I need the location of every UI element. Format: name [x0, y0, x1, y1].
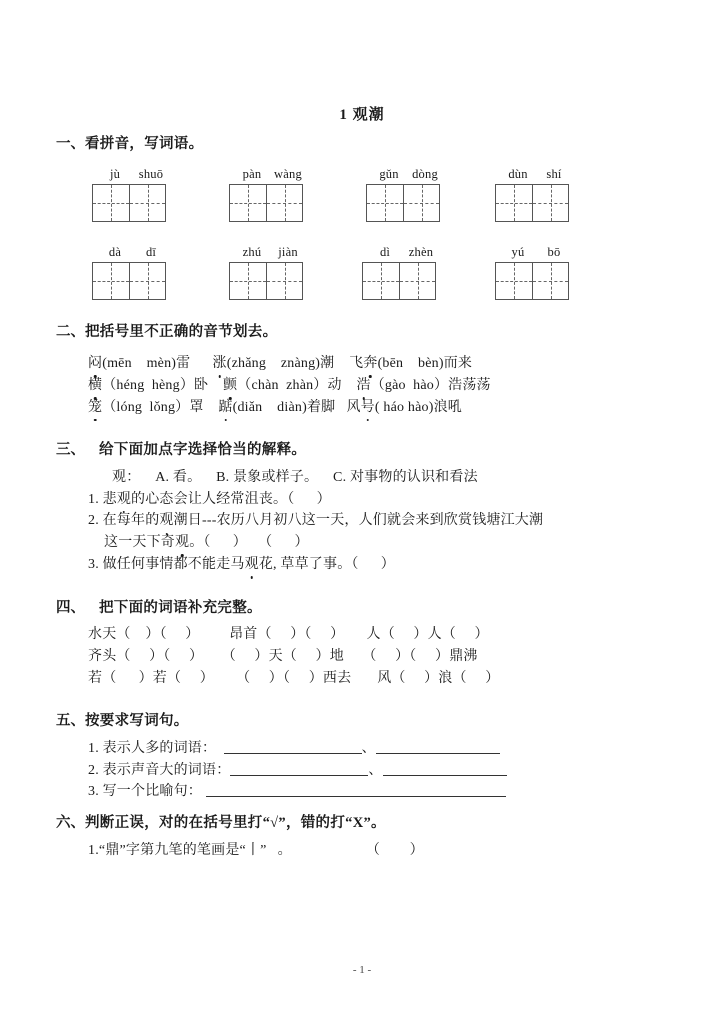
pinyin-grid-unit	[362, 244, 439, 300]
tianzige-cell[interactable]	[129, 185, 165, 221]
section-1-title: 看拼音，写词语。	[85, 136, 204, 152]
section-6-item[interactable]: 1.“鼎”字第九笔的笔画是“丨” 。 （ ）	[88, 842, 424, 858]
tianzige-cell[interactable]	[532, 185, 568, 221]
tianzige-cell[interactable]	[363, 263, 399, 299]
emphasized-char: 观	[117, 489, 131, 511]
emphasized-char: 踮	[218, 397, 232, 419]
answer-blank[interactable]	[376, 740, 500, 754]
pinyin-grid-unit	[92, 166, 169, 222]
idiom-fill-row[interactable]: 水天（ ）（ ） 昂首（ ）（ ） 人（ ）人（ ）	[88, 627, 489, 643]
pinyin-syllable: dà	[108, 244, 122, 259]
emphasized-char: 笼	[88, 397, 102, 419]
section-5	[0, 711, 724, 803]
idiom-fill-row[interactable]: 若（ ）若（ ） （ ）（ ）西去 风（ ）浪（ ）	[88, 670, 500, 686]
tianzige-cell[interactable]	[129, 263, 165, 299]
emphasized-char: 观	[175, 532, 189, 554]
pinyin-syllable: bō	[547, 244, 561, 259]
section-5-number: 五、	[56, 713, 85, 730]
section-6-title: 判断正误，对的在括号里打“√”，错的打“X”。	[85, 815, 386, 832]
phonetic-item-body: (mēn mèn)雷	[102, 356, 191, 372]
tianzige-cell[interactable]	[93, 185, 129, 221]
tianzige-box[interactable]	[362, 262, 436, 300]
tianzige-cell[interactable]	[403, 185, 439, 221]
section-3-item-cont[interactable]	[0, 532, 724, 554]
section-3-heading	[0, 440, 724, 462]
tianzige-cell[interactable]	[266, 185, 302, 221]
section-2-title: 把括号里不正确的音节划去。	[85, 323, 278, 340]
section-5-item	[0, 760, 724, 782]
emphasized-char: 奔	[363, 353, 377, 375]
section-2-heading	[0, 322, 724, 344]
item-body: 潮日---农历八月初八这一天，人们就会来到欣赏钱塘江大潮	[173, 513, 544, 529]
tianzige-box[interactable]	[366, 184, 440, 222]
section-3-item[interactable]	[0, 489, 724, 511]
section-5-item	[0, 738, 724, 760]
tianzige-cell[interactable]	[266, 263, 302, 299]
pinyin-syllable: gǔn	[379, 166, 399, 181]
section-3-item[interactable]	[0, 510, 724, 532]
pinyin-syllable: zhèn	[408, 244, 434, 259]
emphasized-char: 号	[361, 397, 375, 419]
section-3-title: 给下面加点字选择恰当的解释。	[99, 442, 307, 459]
section-3-options: 观： A. 看。 B. 景象或样子。 C. 对事物的认识和看法	[112, 470, 478, 486]
emphasized-char: 颤	[223, 375, 237, 397]
section-3-item[interactable]	[0, 554, 724, 576]
section-4-heading	[0, 598, 724, 620]
pinyin-grid-unit	[495, 244, 572, 300]
pinyin-label	[495, 244, 572, 261]
answer-blank[interactable]	[383, 761, 507, 775]
pinyin-syllable: shuō	[138, 166, 164, 181]
pinyin-syllable: dī	[145, 244, 157, 259]
pinyin-syllable: jù	[109, 166, 121, 181]
pinyin-syllable: wàng	[274, 166, 302, 181]
item-body: 的心态会让人经常沮丧。（ ）	[131, 491, 331, 507]
phonetic-item-prefix: 飞	[349, 356, 364, 372]
section-2-number: 二、	[56, 323, 85, 340]
section-4	[0, 598, 724, 690]
section-1-heading	[0, 134, 724, 156]
pinyin-syllable: dùn	[508, 166, 528, 181]
section-3-number: 三、	[56, 442, 85, 459]
pinyin-label	[229, 244, 306, 261]
pinyin-label	[229, 166, 306, 183]
phonetic-choice-row[interactable]	[0, 397, 724, 419]
pinyin-syllable: yú	[511, 244, 525, 259]
pinyin-grid-unit	[92, 244, 169, 300]
item-body: 。（ ） （ ）	[189, 535, 309, 551]
tianzige-box[interactable]	[92, 262, 166, 300]
pinyin-grid-unit	[366, 166, 443, 222]
item-label: 2. 表示声音大的词语：	[88, 762, 231, 778]
pinyin-grid-unit	[495, 166, 572, 222]
phonetic-item-body: （lóng lǒng）罩	[102, 399, 204, 415]
phonetic-item-body: （gào hào）浩荡荡	[370, 377, 491, 393]
section-2	[0, 322, 724, 419]
section-3	[0, 440, 724, 575]
blank-separator: 、	[361, 741, 376, 757]
pinyin-label	[92, 244, 169, 261]
pinyin-label	[366, 166, 443, 183]
pinyin-syllable: pàn	[242, 166, 262, 181]
tianzige-cell[interactable]	[230, 263, 266, 299]
pinyin-label	[362, 244, 439, 261]
emphasized-char: 观	[159, 510, 173, 532]
phonetic-item-body: (bēn bèn)而来	[377, 356, 473, 372]
phonetic-item-body: （chàn zhàn）动	[237, 377, 342, 393]
answer-blank[interactable]	[230, 761, 368, 775]
item-prefix: 这一天下奇	[104, 535, 175, 551]
pinyin-grid-row-2	[0, 244, 724, 300]
section-6-heading	[0, 813, 724, 835]
pinyin-syllable: dòng	[412, 166, 438, 181]
page-number: - 1 -	[352, 964, 372, 976]
item-label: 3. 写一个比喻句：	[88, 784, 202, 800]
tianzige-box[interactable]	[495, 262, 569, 300]
tianzige-cell[interactable]	[399, 263, 435, 299]
tianzige-cell[interactable]	[93, 263, 129, 299]
section-1	[0, 134, 724, 300]
item-prefix: 2. 在每年的	[88, 513, 160, 529]
pinyin-grid-unit	[229, 244, 306, 300]
tianzige-box[interactable]	[229, 262, 303, 300]
phonetic-choice-row[interactable]	[0, 353, 724, 375]
section-6	[0, 813, 724, 861]
tianzige-cell[interactable]	[496, 263, 532, 299]
section-1-number: 一、	[56, 136, 85, 152]
item-body: 花, 草草了事。（ ）	[258, 556, 396, 572]
section-4-number: 四、	[56, 599, 85, 616]
item-prefix: 1. 悲	[88, 491, 117, 507]
phonetic-choice-row[interactable]	[0, 375, 724, 397]
section-5-heading	[0, 711, 724, 733]
section-6-number: 六、	[56, 815, 85, 832]
pinyin-label	[92, 166, 169, 183]
pinyin-grid-row-1	[0, 166, 724, 222]
emphasized-char: 涨	[213, 353, 227, 375]
tianzige-cell[interactable]	[532, 263, 568, 299]
emphasized-char: 浩	[357, 375, 371, 397]
answer-blank[interactable]	[224, 740, 362, 754]
phonetic-item-body: （héng hèng）卧	[102, 377, 209, 393]
section-5-title: 按要求写词句。	[85, 713, 189, 730]
pinyin-syllable: dì	[379, 244, 391, 259]
blank-separator: 、	[368, 762, 383, 778]
item-prefix: 3. 做任何事情都不能走马	[88, 556, 245, 572]
phonetic-item-body: ( háo hào)浪吼	[374, 399, 463, 415]
tianzige-box[interactable]	[495, 184, 569, 222]
phonetic-item-body: (zhǎng znàng)潮	[226, 356, 335, 372]
emphasized-char: 闷	[88, 353, 102, 375]
tianzige-box[interactable]	[229, 184, 303, 222]
idiom-fill-row[interactable]: 齐头（ ）（ ） （ ）天（ ）地 （ ）（ ）鼎沸	[88, 648, 478, 664]
pinyin-syllable: zhú	[242, 244, 262, 259]
emphasized-char: 横	[88, 375, 102, 397]
phonetic-item-prefix: 风	[346, 399, 361, 415]
section-5-item	[0, 781, 724, 803]
pinyin-syllable: jiàn	[278, 244, 298, 259]
tianzige-cell[interactable]	[496, 185, 532, 221]
pinyin-syllable: shí	[546, 166, 562, 181]
tianzige-cell[interactable]	[367, 185, 403, 221]
phonetic-item-body: (diǎn diàn)着脚	[232, 399, 336, 415]
section-4-title: 把下面的词语补充完整。	[99, 599, 262, 616]
page-title: 1 观潮	[339, 107, 385, 123]
emphasized-char: 观	[245, 554, 259, 576]
item-label: 1. 表示人多的词语：	[88, 741, 217, 757]
tianzige-box[interactable]	[92, 184, 166, 222]
pinyin-grid-unit	[229, 166, 306, 222]
pinyin-label	[495, 166, 572, 183]
answer-blank[interactable]	[206, 783, 506, 797]
tianzige-cell[interactable]	[230, 185, 266, 221]
